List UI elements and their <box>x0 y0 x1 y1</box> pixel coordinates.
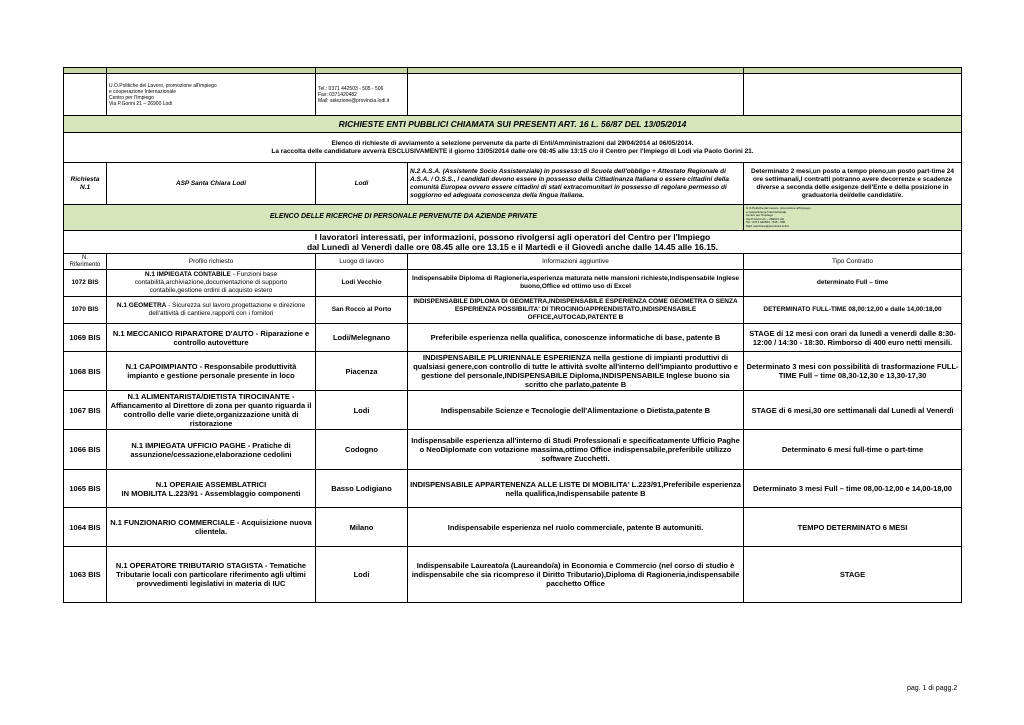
page-number: pag. 1 di pagg.2 <box>907 685 958 692</box>
table-row <box>64 391 962 430</box>
row-info: Indispensabile Scienze e Tecnologie dell'Alimentazione o Dietista,patente B <box>408 391 744 430</box>
row-place: Codogno <box>316 430 408 470</box>
row-contract: TEMPO DETERMINATO 6 MESI <box>744 508 962 547</box>
row-info: INDISPENSABILE PLURIENNALE ESPERIENZA nella gestione di impianti produttivi di qualsiasi genere,con controllo di tutte le attività svolte all'interno dell'impianto produttivo e gestione del personale,INDISPENSABILE Diploma,INDISPENSABILE Inglese buono sia scritto che parlato,patente B <box>408 352 744 391</box>
row-info: INDISPENSABILE APPARTENENZA ALLE LISTE DI MOBILITA' L.223/91,Preferibile esperienza nella qualifica,Indispensabile patente B <box>408 470 744 508</box>
row-profile: N.1 ALIMENTARISTA/DIETISTA TIROCINANTE - Affiancamento al Direttore di zona per quanto riguarda il controllo delle varie diete,organizzazione unità di ristorazione <box>107 391 316 430</box>
public-contract: Determinato 2 mesi,un posto a tempo pieno,un posto part-time 24 ore settimanali,I contratti potranno avere decorrenze e scadenze diverse a seconda delle esigenze dell'Ente e della posizione in graduatoria dei/delle candidati/e. <box>744 163 962 205</box>
public-employer: ASP Santa Chiara Lodi <box>107 163 316 205</box>
col-header-contract: Tipo Contratto <box>744 254 962 270</box>
col-header-place: Luogo di lavoro <box>316 254 408 270</box>
public-intro-dates: Elenco di richieste di avviamento a selezione pervenute da parte di Enti/Amministrazioni dal 29/04/2014 al 06/05/2014. <box>331 139 694 147</box>
row-place: Piacenza <box>316 352 408 391</box>
private-notice-line-1: I lavoratori interessati, per informazioni, possono rivolgersi agli operatori del Centro per l'Impiego <box>314 232 711 242</box>
row-contract: STAGE di 12 mesi con orari da lunedì a venerdì dalle 8:30-12:00 / 14:30 - 18:30. Rimborso di 400 euro netti mensili. <box>744 324 962 352</box>
row-place: Lodi/Melegnano <box>316 324 408 352</box>
row-info: Preferibile esperienza nella qualifica, conoscenze informatiche di base, patente B <box>408 324 744 352</box>
row-place: Milano <box>316 508 408 547</box>
public-request-row <box>64 163 962 205</box>
column-header-row <box>64 254 962 270</box>
office-header-row <box>64 74 962 116</box>
row-profile: N.1 FUNZIONARIO COMMERCIALE - Acquisizione nuova clientela. <box>107 508 316 547</box>
table-row <box>64 430 962 470</box>
table-row <box>64 297 962 324</box>
row-contract: STAGE <box>744 547 962 603</box>
row-contract: determinato Full – time <box>744 270 962 297</box>
office-address: U.O.Politiche del Lavoro, promozione all'impiego e cooperazione Internazionale Centro per l'Impiego Via P.Gorini 21 – 26900 Lodi <box>107 74 316 116</box>
row-ref: 1068 BIS <box>64 352 107 391</box>
row-ref: 1066 BIS <box>64 430 107 470</box>
row-profile: N.1 IMPIEGATA UFFICIO PAGHE - Pratiche di assunzione/cessazione,elaborazione cedolini <box>107 430 316 470</box>
row-info: Indispensabile esperienza all'interno di Studi Professionali e specificatamente Ufficio Paghe o NeoDiplomate con votazione massima,ottimo Office indispensabile,preferibile utilizzo software Zucchetti. <box>408 430 744 470</box>
office-contacts: Tel.: 0371 442503 - 505 - 506 Fax: 0371420482 Mail: selezione@provincia.lodi.it <box>316 74 408 116</box>
public-intro-row <box>64 133 962 163</box>
col-header-ref: N. Riferimento <box>64 254 107 270</box>
row-info: Indispensabile esperienza nel ruolo commerciale, patente B automuniti. <box>408 508 744 547</box>
row-place: Lodi <box>316 547 408 603</box>
row-place: Lodi <box>316 391 408 430</box>
row-profile: N.1 MECCANICO RIPARATORE D'AUTO - Riparazione e controllo autovetture <box>107 324 316 352</box>
row-ref: 1069 BIS <box>64 324 107 352</box>
row-ref: 1064 BIS <box>64 508 107 547</box>
private-notice-row <box>64 231 962 254</box>
table-row <box>64 324 962 352</box>
row-ref: 1063 BIS <box>64 547 107 603</box>
row-place: Lodi Vecchio <box>316 270 408 297</box>
row-contract: DETERMINATO FULL-TIME 08,00:12,00 e dalle 14,00:18,00 <box>744 297 962 324</box>
row-ref: 1065 BIS <box>64 470 107 508</box>
private-notice-line-2: dal Lunedì al Venerdì dalle ore 08.45 alle ore 13.15 e il Martedì e il Giovedì anche dalle 14.45 alle 16.15. <box>306 242 719 252</box>
table-row <box>64 547 962 603</box>
public-request-ref: Richiesta N.1 <box>64 163 107 205</box>
row-place: Basso Lodigiano <box>316 470 408 508</box>
public-section-title-row <box>64 116 962 133</box>
public-intro-collection: La raccolta delle candidature avverrà ESCLUSIVAMENTE il giorno 13/05/2014 dalle ore 08:45 alle 13:15 c/o il Centro per l'Impiego di Lodi via Paolo Gorini 21. <box>271 147 754 155</box>
public-info: N.2 A.S.A. (Assistente Socio Assistenziale) in possesso di Scuola dell'obbligo + Attestato Regionale di A.S.A. / O.S.S., I candidati devono essere in possesso della Cittadinanza Italiana o essere cittadini della comunità Europea ovvero essere cittadini di stati extracomunitari in possesso di regolare permesso di soggiorno ed adeguata conoscenza della lingua Italiana. <box>408 163 744 205</box>
row-contract: STAGE di 6 mesi,30 ore settimanali dal Lunedì al Venerdì <box>744 391 962 430</box>
table-row <box>64 470 962 508</box>
private-section-title: ELENCO DELLE RICERCHE DI PERSONALE PERVENUTE DA AZIENDE PRIVATE <box>64 205 744 231</box>
public-section-title: RICHIESTE ENTI PUBBLICI CHIAMATA SUI PRESENTI ART. 16 L. 56/87 DEL 13/05/2014 <box>64 116 962 133</box>
private-section-title-row <box>64 205 962 231</box>
row-info: Indispensabile Diploma di Ragioneria,esperienza maturata nelle mansioni richieste,Indispensabile Inglese buono,Office ed ottimo uso di Excel <box>408 270 744 297</box>
row-info: INDISPENSABILE DIPLOMA DI GEOMETRA,INDISPENSABILE ESPERIENZA COME GEOMETRA O SENZA ESPERIENZA POSSIBILITA' DI TIROCINIO/APPRENDISTATO,INDISPENSABILE OFFICE,AUTOCAD,PATENTE B <box>408 297 744 324</box>
row-profile: N.1 CAPOIMPIANTO - Responsabile produttività impianto e gestione personale presente in loco <box>107 352 316 391</box>
row-info: Indispensabile Laureato/a (Laureando/a) in Economia e Commercio (nel corso di studio è indispensabile che sia ricompreso il Diritto Tributario),Diploma di Ragioneria,indispensabile pacchetto Office <box>408 547 744 603</box>
table-row <box>64 352 962 391</box>
row-contract: Determinato 6 mesi full-time o part-time <box>744 430 962 470</box>
table-row <box>64 270 962 297</box>
job-listing-table <box>63 67 962 603</box>
office-stamp-mini: U.O.Politiche del Lavoro, promozione all'impiego e cooperazione Internazionale Centro per l'Impiego Via P.Gorini 21 – 26900 Lodi Tel.: 0371 442503 - 505 - 506 Mail: selezione@provincia.lodi.it <box>744 205 962 231</box>
row-profile: N.1 OPERATORE TRIBUTARIO STAGISTA - Tematiche Tributarie locali con particolare riferimento agli ultimi provvedimenti legislativi in materia di IUC <box>107 547 316 603</box>
col-header-profile: Profilo richiesto <box>107 254 316 270</box>
public-place: Lodi <box>316 163 408 205</box>
row-profile: N.1 GEOMETRA - Sicurezza sul lavoro,progettazione e direzione dell'attività di cantiere,rapporti con i fornitori <box>107 297 316 324</box>
row-ref: 1067 BIS <box>64 391 107 430</box>
row-ref: 1072 BIS <box>64 270 107 297</box>
row-contract: Determinato 3 mesi Full – time 08,00-12,00 e 14,00-18,00 <box>744 470 962 508</box>
col-header-info: Informazioni aggiuntive <box>408 254 744 270</box>
row-profile: N.1 OPERAIE ASSEMBLATRICI IN MOBILITA L.223/91 - Assemblaggio componenti <box>107 470 316 508</box>
row-ref: 1070 BIS <box>64 297 107 324</box>
table-row <box>64 508 962 547</box>
row-contract: Determinato 3 mesi con possibilità di trasformazione FULL-TIME Full – time 08,30-12,30 e 13,30-17,30 <box>744 352 962 391</box>
row-place: San Rocco al Porto <box>316 297 408 324</box>
row-profile: N.1 IMPIEGATA CONTABILE - Funzioni base contabilità,archiviazione,documentazione di supporto contabile,gestione ordini di acquisto estero <box>107 270 316 297</box>
